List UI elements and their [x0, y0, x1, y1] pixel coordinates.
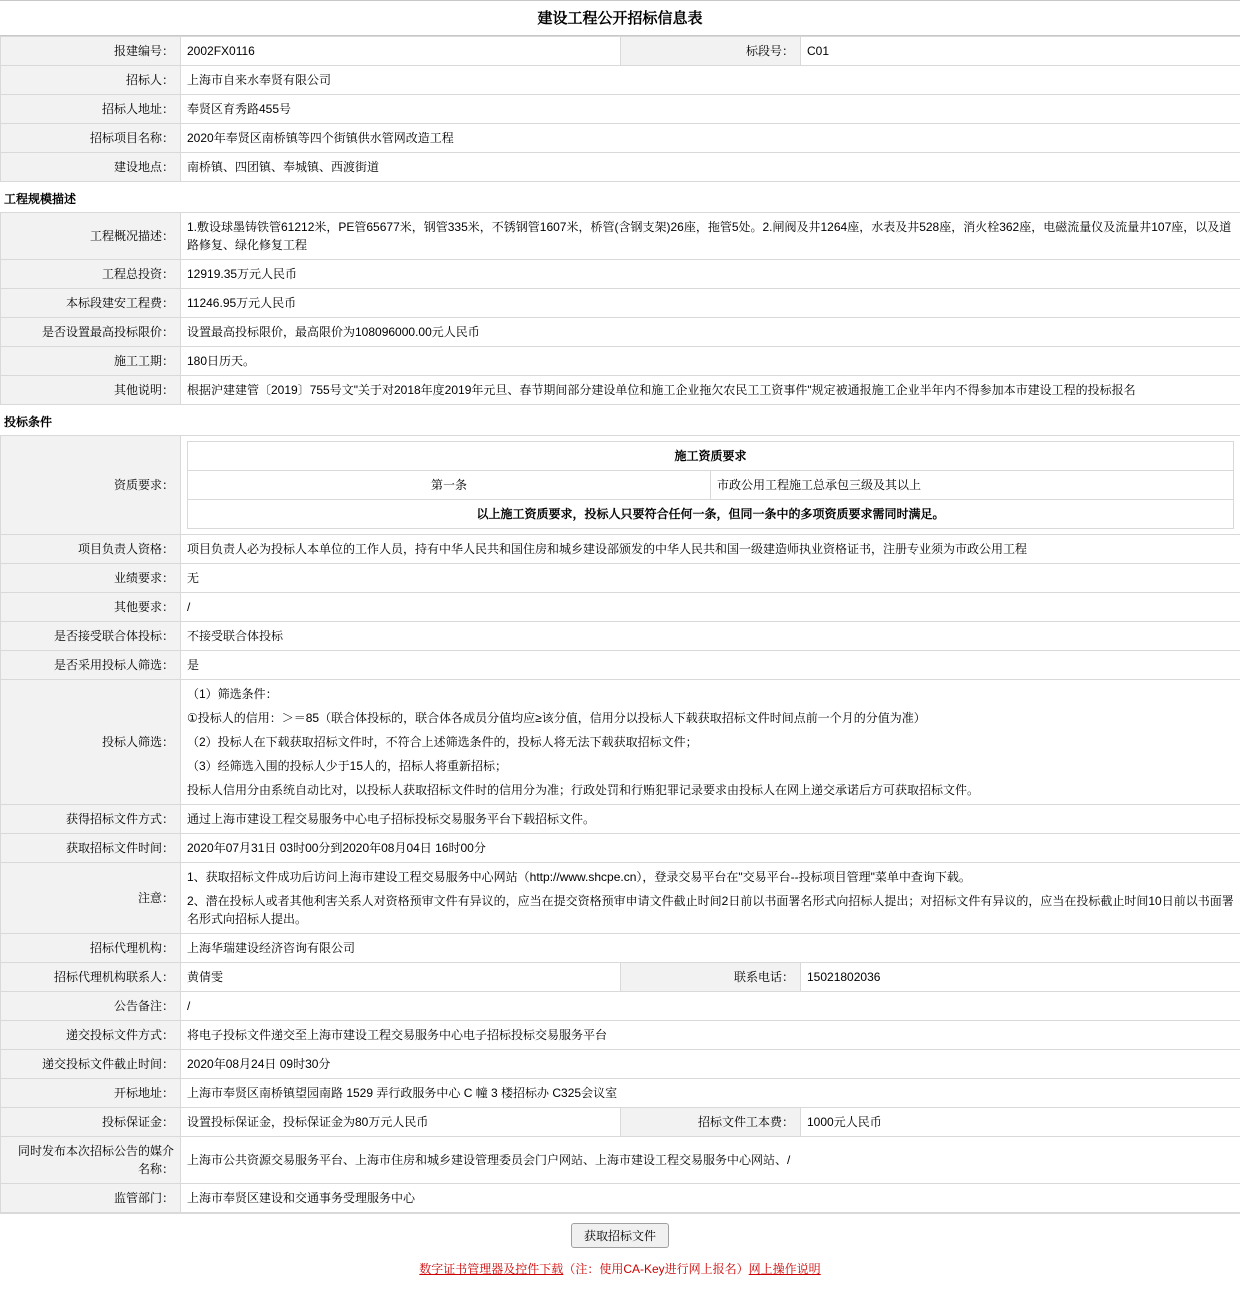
agency-label: 招标代理机构： [1, 934, 181, 963]
joint-bid-value: 不接受联合体投标 [181, 622, 1240, 651]
table-row [1, 347, 1240, 376]
table-row [1, 863, 1240, 934]
table-row [1, 1021, 1240, 1050]
project-name-label: 招标项目名称： [1, 124, 181, 153]
footer-links [0, 1256, 1240, 1287]
table-row [1, 805, 1240, 834]
table-row [1, 124, 1240, 153]
certificate-tool-download-link[interactable]: 数字证书管理器及控件下载 [419, 1262, 564, 1276]
submit-deadline-value: 2020年08月24日 09时30分 [181, 1050, 1240, 1079]
project-manager-label: 项目负责人资格： [1, 535, 181, 564]
max-price-label: 是否设置最高投标限价： [1, 318, 181, 347]
page-title: 建设工程公开招标信息表 [0, 0, 1240, 36]
table-row [1, 1184, 1240, 1213]
bid-no-label: 报建编号： [1, 37, 181, 66]
joint-bid-label: 是否接受联合体投标： [1, 622, 181, 651]
bid-no-value: 2002FX0116 [181, 37, 621, 66]
table-row [1, 1050, 1240, 1079]
open-place-label: 开标地址： [1, 1079, 181, 1108]
qualification-label: 资质要求： [1, 436, 181, 535]
total-investment-value: 12919.35万元人民币 [181, 260, 1240, 289]
section-no-value: C01 [801, 37, 1240, 66]
agency-contact-label: 招标代理机构联系人： [1, 963, 181, 992]
tenderer-label: 招标人： [1, 66, 181, 95]
screening-line: （1）筛选条件： [187, 687, 278, 701]
table-row [1, 66, 1240, 95]
table-row [1, 564, 1240, 593]
agency-value: 上海华瑞建设经济咨询有限公司 [181, 934, 1240, 963]
table-row [1, 153, 1240, 182]
qualification-cell [181, 436, 1240, 535]
table-row [1, 436, 1240, 535]
table-row [1, 651, 1240, 680]
overview-label: 工程概况描述： [1, 213, 181, 260]
table-row [1, 1137, 1240, 1184]
screening-used-label: 是否采用投标人筛选： [1, 651, 181, 680]
agency-contact-value: 黄倩雯 [181, 963, 621, 992]
performance-label: 业绩要求： [1, 564, 181, 593]
other-description-label: 其他说明： [1, 376, 181, 405]
table-row [1, 289, 1240, 318]
other-requirement-value: / [181, 593, 1240, 622]
screening-label: 投标人筛选： [1, 680, 181, 805]
footer-actions [0, 1213, 1240, 1256]
table-row [188, 442, 1234, 471]
construction-site-value: 南桥镇、四团镇、奉城镇、西渡街道 [181, 153, 1240, 182]
qualification-note: 以上施工资质要求，投标人只要符合任何一条，但同一条中的多项资质要求需同时满足。 [188, 500, 1234, 529]
screening-value [181, 680, 1240, 805]
phone-label: 联系电话： [621, 963, 801, 992]
notice-line: 1、获取招标文件成功后访问上海市建设工程交易服务中心网站（http://www.shcpe.cn），登录交易平台在"交易平台--投标项目管理"菜单中查询下载。 [187, 870, 971, 884]
get-doc-time-value: 2020年07月31日 03时00分到2020年08月04日 16时00分 [181, 834, 1240, 863]
performance-value: 无 [181, 564, 1240, 593]
bid-conditions-title: 投标条件 [4, 415, 53, 429]
notice-remark-label: 公告备注： [1, 992, 181, 1021]
tenderer-address-label: 招标人地址： [1, 95, 181, 124]
get-doc-way-value: 通过上海市建设工程交易服务中心电子招标投标交易服务平台下载招标文件。 [181, 805, 1240, 834]
table-row [188, 471, 1234, 500]
online-operation-guide-link[interactable]: 网上操作说明 [748, 1262, 821, 1276]
screening-line: ①投标人的信用：＞＝85（联合体投标的，联合体各成员分值均应≥该分值，信用分以投标人下载获取招标文件时间点前一个月的分值为准） [187, 711, 926, 725]
deposit-label: 投标保证金： [1, 1108, 181, 1137]
scale-info-table [0, 212, 1240, 405]
bid-conditions-table [0, 435, 1240, 1213]
project-manager-value: 项目负责人必为投标人本单位的工作人员，持有中华人民共和国住房和城乡建设部颁发的中华人民共和国一级建造师执业资格证书，注册专业须为市政公用工程 [181, 535, 1240, 564]
table-row [188, 500, 1234, 529]
qualification-item-content: 市政公用工程施工总承包三级及其以上 [711, 471, 1234, 500]
phone-value: 15021802036 [801, 963, 1240, 992]
section-no-label: 标段号： [621, 37, 801, 66]
notice-value [181, 863, 1240, 934]
screening-line: （2）投标人在下载获取招标文件时，不符合上述筛选条件的，投标人将无法下载获取招标文件； [187, 735, 698, 749]
table-row [1, 1079, 1240, 1108]
screening-line: （3）经筛选入围的投标人少于15人的，招标人将重新招标； [187, 759, 508, 773]
supervision-value: 上海市奉贤区建设和交通事务受理服务中心 [181, 1184, 1240, 1213]
get-doc-time-label: 获取招标文件时间： [1, 834, 181, 863]
section-cost-value: 11246.95万元人民币 [181, 289, 1240, 318]
total-investment-label: 工程总投资： [1, 260, 181, 289]
screening-used-value: 是 [181, 651, 1240, 680]
other-requirement-label: 其他要求： [1, 593, 181, 622]
qualification-header: 施工资质要求 [188, 442, 1234, 471]
submit-way-value: 将电子投标文件递交至上海市建设工程交易服务中心电子招标投标交易服务平台 [181, 1021, 1240, 1050]
table-row [1, 260, 1240, 289]
table-row [1, 593, 1240, 622]
basic-info-table [0, 36, 1240, 182]
tenderer-value: 上海市自来水奉贤有限公司 [181, 66, 1240, 95]
other-description-value: 根据沪建建管〔2019〕755号文"关于对2018年度2019年元旦、春节期间部分建设单位和施工企业拖欠农民工工资事件"规定被通报施工企业半年内不得参加本市建设工程的投标报名 [181, 376, 1240, 405]
overview-value: 1.敷设球墨铸铁管61212米，PE管65677米，钢管335米，不锈钢管1607米，桥管(含钢支架)26座，拖管5处。2.闸阀及井1264座，水表及井528座，消火栓362座，电磁流量仪及流量井107座，以及道路修复、绿化修复工程 [181, 213, 1240, 260]
duration-label: 施工工期： [1, 347, 181, 376]
table-row [1, 318, 1240, 347]
table-row [1, 992, 1240, 1021]
screening-line: 投标人信用分由系统自动比对，以投标人获取招标文件时的信用分为准；行政处罚和行贿犯罪记录要求由投标人在网上递交承诺后方可获取招标文件。 [187, 783, 980, 797]
duration-value: 180日历天。 [181, 347, 1240, 376]
supervision-label: 监管部门： [1, 1184, 181, 1213]
submit-way-label: 递交投标文件方式： [1, 1021, 181, 1050]
scale-section-title: 工程规模描述 [4, 192, 77, 206]
notice-label: 注意： [1, 863, 181, 934]
get-doc-way-label: 获得招标文件方式： [1, 805, 181, 834]
table-row [1, 37, 1240, 66]
ca-key-note: （注：使用CA-Key进行网上报名） [563, 1262, 749, 1276]
media-label: 同时发布本次招标公告的媒介名称： [1, 1137, 181, 1184]
tenderer-address-value: 奉贤区育秀路455号 [181, 95, 1240, 124]
table-row [1, 1108, 1240, 1137]
deposit-value: 设置投标保证金，投标保证金为80万元人民币 [181, 1108, 621, 1137]
table-row [1, 834, 1240, 863]
table-row [1, 963, 1240, 992]
table-row [1, 535, 1240, 564]
qualification-table [187, 441, 1234, 529]
table-row [1, 680, 1240, 805]
open-place-value: 上海市奉贤区南桥镇望园南路 1529 弄行政服务中心 C 幢 3 楼招标办 C325会议室 [181, 1079, 1240, 1108]
get-bid-document-button[interactable]: 获取招标文件 [571, 1223, 669, 1248]
construction-site-label: 建设地点： [1, 153, 181, 182]
notice-remark-value: / [181, 992, 1240, 1021]
max-price-value: 设置最高投标限价，最高限价为108096000.00元人民币 [181, 318, 1240, 347]
qualification-item-no: 第一条 [188, 471, 711, 500]
section-cost-label: 本标段建安工程费： [1, 289, 181, 318]
notice-line: 2、潜在投标人或者其他利害关系人对资格预审文件有异议的，应当在提交资格预审申请文件截止时间2日前以书面署名形式向招标人提出；对招标文件有异议的，应当在投标截止时间10日前以书面署名形式向招标人提出。 [187, 894, 1234, 926]
table-row [1, 95, 1240, 124]
doc-fee-label: 招标文件工本费： [621, 1108, 801, 1137]
table-row [1, 213, 1240, 260]
media-value: 上海市公共资源交易服务平台、上海市住房和城乡建设管理委员会门户网站、上海市建设工程交易服务中心网站、/ [181, 1137, 1240, 1184]
submit-deadline-label: 递交投标文件截止时间： [1, 1050, 181, 1079]
table-row [1, 622, 1240, 651]
table-row [1, 376, 1240, 405]
table-row [1, 934, 1240, 963]
doc-fee-value: 1000元人民币 [801, 1108, 1240, 1137]
project-name-value: 2020年奉贤区南桥镇等四个街镇供水管网改造工程 [181, 124, 1240, 153]
